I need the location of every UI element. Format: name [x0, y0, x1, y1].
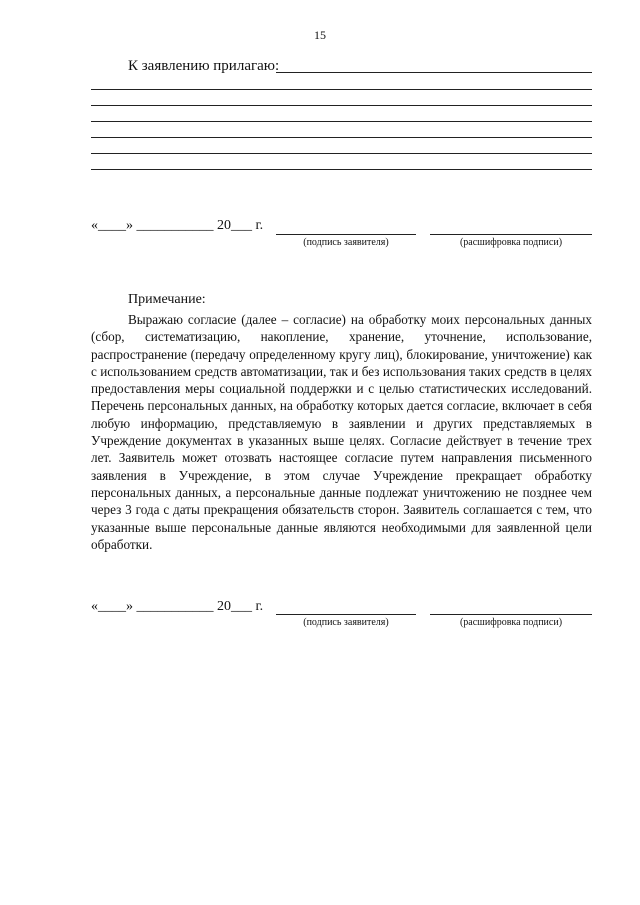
- signature-decoding-caption: (расшифровка подписи): [459, 617, 563, 628]
- applicant-signature-line: [276, 614, 416, 615]
- signature-decoding-caption: (расшифровка подписи): [459, 237, 563, 248]
- attachment-line: [91, 137, 592, 138]
- date-field: «____» ___________ 20___ г.: [91, 218, 264, 233]
- consent-paragraph: Выражаю согласие (далее – согласие) на обработку моих персональных данных (сбор, систематизацию, накопление, хранение, уточнение, использование, распространение (передачу определенному кругу лиц), блокирование, уничтожение) как с использованием средств автоматизации, так и без использования таких средств в целях предоставления меры социальной поддержки и с целью статистических исследований. Перечень персональных данных, на обработку которых дается согласие, включает в себя любую информацию, представляемую в заявлении и других представляемых в Учреждение документах в указанных выше целях. Согласие действует в течение трех лет. Заявитель может отозвать настоящее согласие путем направления письменного заявления в Учреждение, в этом случае Учреждение прекращает обработку персональных данных, а персональные данные подлежат уничтожению не позднее чем через 3 года с даты прекращения обязательств сторон. Заявитель соглашается с тем, что указанные выше персональные данные являются необходимыми для заявленной цели обработки.: [91, 312, 592, 552]
- attachment-line: [276, 72, 592, 73]
- signature-decoding-line: [430, 234, 592, 235]
- attachment-label: К заявлению прилагаю:: [128, 58, 280, 74]
- attachment-line: [91, 105, 592, 106]
- applicant-signature-line: [276, 234, 416, 235]
- attachment-line: [91, 89, 592, 90]
- page-number: 15: [314, 28, 326, 42]
- applicant-signature-caption: (подпись заявителя): [303, 617, 389, 628]
- applicant-signature-caption: (подпись заявителя): [303, 237, 389, 248]
- attachment-line: [91, 169, 592, 170]
- signature-decoding-line: [430, 614, 592, 615]
- note-title: Примечание:: [128, 292, 206, 307]
- attachment-line: [91, 121, 592, 122]
- attachment-line: [91, 153, 592, 154]
- date-field: «____» ___________ 20___ г.: [91, 599, 264, 614]
